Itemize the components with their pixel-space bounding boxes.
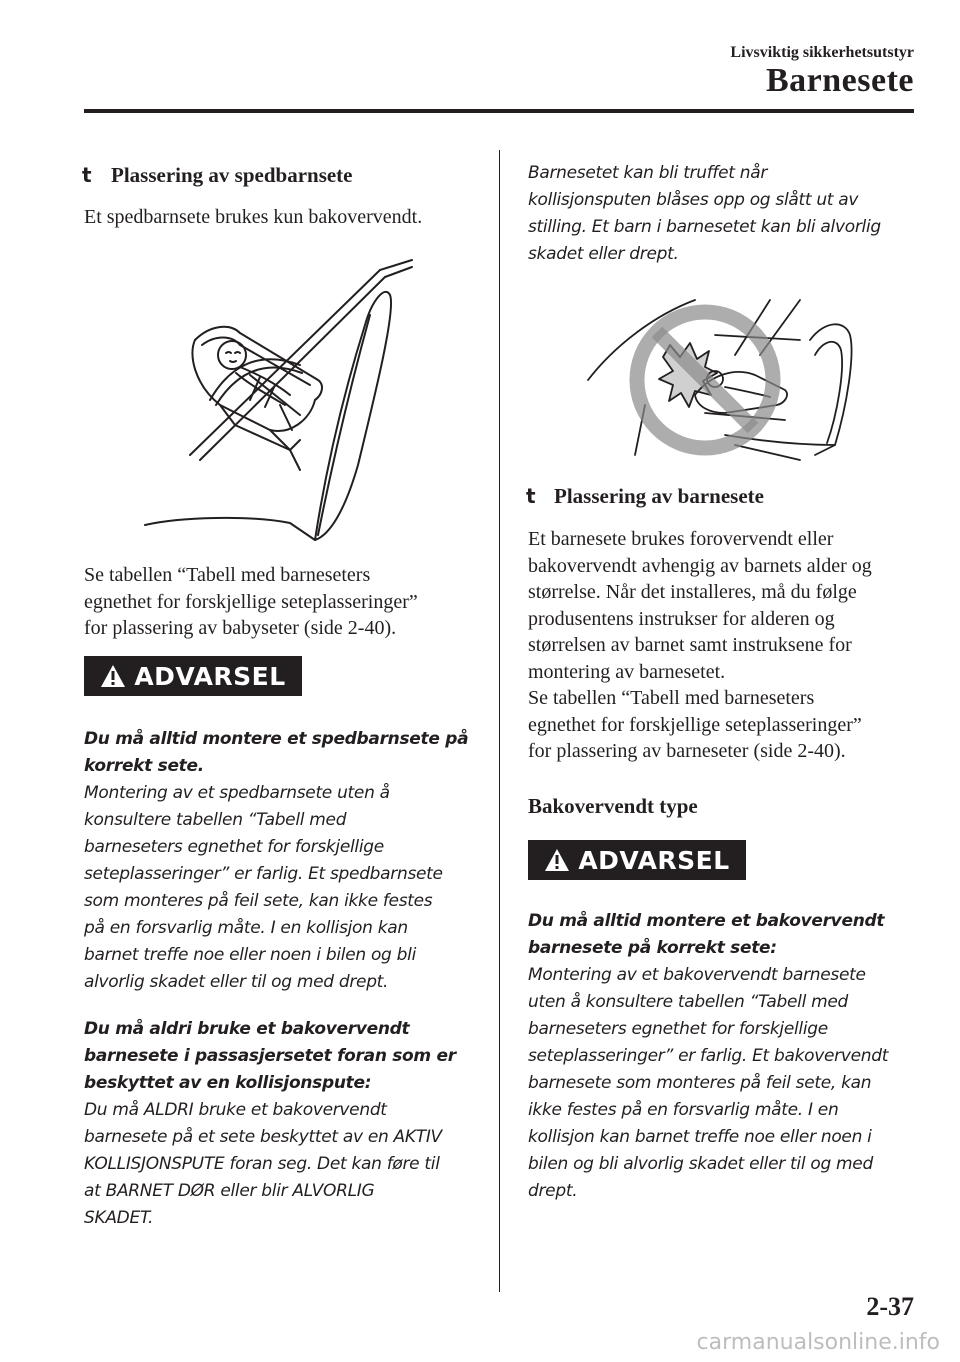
child-seat-body [528,526,872,765]
warning-heading-line: barnesete i passasjersetet foran som er [84,1046,456,1066]
column-divider [499,150,500,1292]
body-line: produsentens instrukser for alderen og [528,607,835,630]
warning-text-line: seteplasseringer” er farlig. Et spedbarnsete [84,864,443,884]
warning-text-line: barnesete på et sete beskyttet av en AKTIV [84,1127,442,1147]
warning-text-line: alvorlig skadet eller til og med drept. [84,972,389,992]
warning-label-text: ADVARSEL [578,845,730,875]
warning-heading-line: Du må alltid montere et spedbarnsete på [84,729,469,749]
reference-line: for plassering av babyseter (side 2-40). [84,617,397,639]
warning-text-line: KOLLISJONSPUTE foran seg. Det kan føre til [84,1154,440,1174]
warning-airbag [84,1016,456,1232]
warning-heading-line: beskyttet av en kollisjonspute: [84,1073,372,1093]
warning-text-line: skadet eller drept. [528,244,679,264]
body-line: størrelse. Når det installeres, må du følge [528,581,857,603]
warning-text-line: konsultere tabellen “Tabell med [84,810,347,830]
warning-label [528,840,746,880]
warning-heading-line: Du må aldri bruke et bakovervendt [84,1019,410,1039]
warning-heading-line: barnesete på korrekt sete: [528,938,777,958]
warning-text-line: stilling. Et barn i barnesetet kan bli alvorlig [528,217,881,237]
warning-text-line: på en forsvarlig måte. I en kollisjon kan [84,918,408,938]
warning-text-line: at BARNET DØR eller blir ALVORLIG [84,1181,375,1201]
warning-triangle-icon [544,848,570,872]
warning-label-text: ADVARSEL [134,661,286,691]
warning-text-line: Du må ALDRI bruke et bakovervendt [84,1100,387,1120]
warning-text-line: barnesete som monteres på feil sete, kan [528,1073,872,1093]
warning-label [84,656,302,696]
subheading-rear-facing: Bakovervendt type [528,794,698,818]
warning-text-line: Barnesetet kan bli truffet når [528,163,768,183]
header-rule [84,109,914,113]
body-line: størrelsen av barnet samt instruksene for [528,634,852,656]
body-line: montering av barnesetet. [528,660,726,683]
warning-text-line: SKADET. [84,1208,154,1228]
warning-text-line: seteplasseringer” er farlig. Et bakovervendt [528,1046,889,1066]
section-bullet: t [82,163,92,187]
airbag-prohibited-illustration [585,295,875,465]
warning-rear-facing-seat [528,908,888,1205]
section-title-infant-seat: Plassering av spedbarnsete [111,163,353,187]
warning-text-line: bilen og bli alvorlig skadet eller til og med [528,1154,873,1174]
reference-line: Se tabellen “Tabell med barneseters [84,564,371,586]
warning-triangle-icon [100,664,126,688]
section-bullet: t [526,484,536,508]
header-subtitle: Livsviktig sikkerhetsutstyr [730,44,914,61]
infant-seat-illustration [140,255,430,545]
warning-heading-line: korrekt sete. [84,756,204,776]
warning-text-line: barneseters egnethet for forskjellige [528,1019,828,1039]
body-line: egnethet for forskjellige seteplasseringer” [528,713,862,736]
warning-text-line: barnet treffe noe eller noen i bilen og bli [84,945,416,965]
body-line: Et barnesete brukes forovervendt eller [528,528,834,550]
warning-infant-seat [84,726,468,996]
warning-airbag-continued [528,160,881,268]
warning-text-line: barneseters egnethet for forskjellige [84,837,384,857]
infant-seat-reference [84,562,418,642]
watermark: carmanualsonline.info [696,1330,940,1355]
page-title: Barnesete [765,62,914,99]
warning-text-line: drept. [528,1181,578,1201]
warning-text-line: kollisjonsputen blåses opp og slått ut av [528,190,859,210]
section-title-child-seat: Plassering av barnesete [554,484,764,508]
warning-text-line: som monteres på feil sete, kan ikke festes [84,891,433,911]
body-line: Se tabellen “Tabell med barneseters [528,687,815,709]
warning-text-line: Montering av et spedbarnsete uten å [84,783,390,803]
body-line: for plassering av barneseter (side 2-40). [528,740,846,762]
body-line: bakovervendt avhengig av barnets alder og [528,554,872,577]
infant-seat-intro: Et spedbarnsete brukes kun bakovervendt. [84,206,423,228]
warning-text-line: uten å konsultere tabellen “Tabell med [528,992,849,1012]
reference-line: egnethet for forskjellige seteplasseringer” [84,590,418,613]
warning-text-line: ikke festes på en forsvarlig måte. I en [528,1100,839,1120]
warning-text-line: kollisjon kan barnet treffe noe eller noen i [528,1127,872,1147]
warning-heading-line: Du må alltid montere et bakovervendt [528,911,885,931]
warning-text-line: Montering av et bakovervendt barnesete [528,965,866,985]
page-number: 2-37 [866,1292,914,1321]
